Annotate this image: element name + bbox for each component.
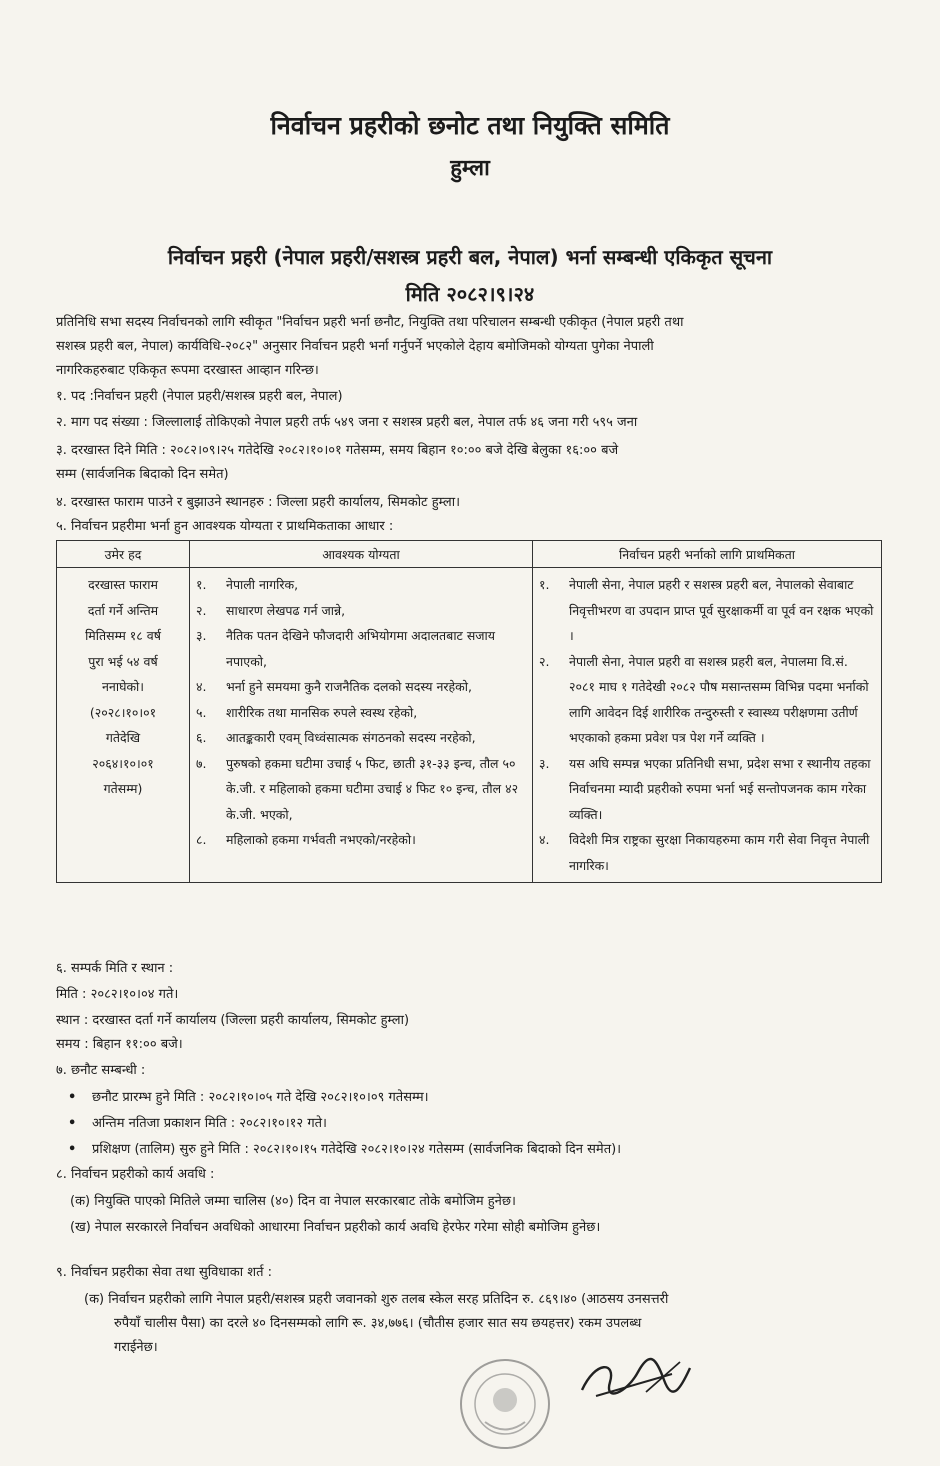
notice-title: निर्वाचन प्रहरी (नेपाल प्रहरी/सशस्त्र प्रहरी बल, नेपाल) भर्ना सम्बन्धी एकिकृत सूचना — [167, 245, 773, 269]
item-number: २. — [539, 653, 550, 669]
list-item — [196, 751, 526, 828]
intro-line-3: नागरिकहरुबाट एकिकृत रूपमा दरखास्त आव्हान गरिन्छ। — [56, 363, 319, 378]
office-seal-icon — [450, 1352, 560, 1452]
item-text: विदेशी मित्र राष्ट्रका सुरक्षा निकायहरुमा काम गरी सेवा निवृत्त नेपाली नागरिक। — [569, 832, 870, 873]
age-line: गतेदेखि — [105, 730, 141, 745]
age-line: ननाघेको। — [101, 679, 145, 694]
list-item — [539, 751, 875, 828]
table-row — [57, 568, 882, 883]
item-text: नैतिक पतन देखिने फौजदारी अभियोगमा अदालतबाट सजाय नपाएको, — [226, 628, 496, 669]
item-number: ५. — [196, 704, 207, 720]
item-number: ३. — [539, 755, 550, 771]
header-qualification: आवश्यक योग्यता — [190, 541, 533, 568]
list-item — [539, 827, 875, 878]
service-a-line-3: गराईनेछ। — [114, 1340, 158, 1355]
item-text: नेपाली सेना, नेपाल प्रहरी वा सशस्त्र प्रहरी बल, नेपालमा वि.सं. २०८१ माघ १ गतेदेखी २०८२ पौष मसान्तसम्म विभिन्न पदमा भर्नाको लागि आवेदन दिई शारीरिक तन्दुरुस्ती र स्वास्थ्य परीक्षणमा उतीर्ण भएकाको हकमा प्रवेश पत्र पेश गर्ने व्यक्ति । — [569, 653, 869, 745]
header-age: उमेर हद — [57, 541, 190, 568]
item-post: १. पद :निर्वाचन प्रहरी (नेपाल प्रहरी/सशस्त्र प्रहरी बल, नेपाल) — [56, 389, 343, 404]
list-item — [196, 623, 526, 674]
age-line: पुरा भई ५४ वर्ष — [88, 653, 158, 669]
list-item — [196, 674, 526, 700]
item-text: भर्ना हुने समयमा कुनै राजनैतिक दलको सदस्य नरहेको, — [226, 679, 472, 694]
item-number: ६. — [196, 730, 207, 745]
item-number: १. — [196, 577, 207, 592]
list-item — [196, 725, 526, 751]
item-qual-heading: ५. निर्वाचन प्रहरीमा भर्ना हुन आवश्यक योग्यता र प्राथमिकताका आधार : — [56, 519, 394, 534]
age-line: गतेसम्म) — [103, 781, 143, 796]
notice-date: मिति २०८२।९।२४ — [405, 282, 535, 306]
qualification-table — [56, 540, 882, 883]
selection-heading: ७. छनौट सम्बन्धी : — [56, 1063, 146, 1078]
list-item — [539, 572, 875, 649]
term-heading: ८. निर्वाचन प्रहरीको कार्य अवधि : — [56, 1167, 215, 1182]
item-text: यस अघि सम्पन्न भएका प्रतिनिधी सभा, प्रदेश सभा र स्थानीय तहका निर्वाचनमा म्यादी प्रहरीको रुपमा भर्ना भई सन्तोपजनक काम गरेका व्यक्ति। — [569, 755, 871, 822]
item-number: ३. — [196, 628, 207, 643]
selection-start: • छनौट प्रारम्भ हुने मिति : २०८२।१०।०५ गते देखि २०८२।१०।०९ गतेसम्म। — [92, 1086, 429, 1110]
org-district: हुम्ला — [450, 156, 490, 181]
list-item — [196, 598, 526, 624]
item-text: नेपाली नागरिक, — [226, 577, 299, 592]
selection-training: • प्रशिक्षण (तालिम) सुरु हुने मिति : २०८२।१०।१५ गतेदेखि २०८२।१०।२४ गतेसम्म (सार्वजनिक बिदाको दिन समेत)। — [92, 1138, 621, 1162]
org-title: निर्वाचन प्रहरीको छनोट तथा नियुक्ति समिति — [270, 111, 670, 140]
intro-line-2: सशस्त्र प्रहरी बल, नेपाल) कार्यविधि-२०८२" अनुसार निर्वाचन प्रहरी भर्ना गर्नुपर्ने भएकोले देहाय बमोजिमको योग्यता पुगेका नेपाली — [56, 339, 654, 354]
age-cell — [57, 568, 190, 883]
age-line: (२०२८।१०।०१ — [89, 704, 157, 720]
item-text: आतङ्ककारी एवम् विध्वंसात्मक संगठनको सदस्य नरहेको, — [226, 730, 476, 745]
service-heading: ९. निर्वाचन प्रहरीका सेवा तथा सुविधाका शर्त : — [56, 1265, 272, 1280]
item-text: साधारण लेखपढ गर्न जान्ने, — [226, 602, 346, 618]
header-priority: निर्वाचन प्रहरी भर्नाको लागि प्राथमिकता — [533, 541, 882, 568]
contact-place: स्थान : दरखास्त दर्ता गर्ने कार्यालय (जिल्ला प्रहरी कार्यालय, सिमकोट हुम्ला) — [56, 1013, 410, 1028]
term-a: (क) नियुक्ति पाएको मितिले जम्मा चालिस (४०) दिन वा नेपाल सरकारबाट तोके बमोजिम हुनेछ। — [70, 1194, 516, 1209]
qualification-cell — [190, 568, 533, 883]
item-text: नेपाली सेना, नेपाल प्रहरी र सशस्त्र प्रहरी बल, नेपालको सेवाबाट निवृत्तीभरण वा उपदान प्राप्त पूर्व सुरक्षाकर्मी वा पूर्व वन रक्षक भएको । — [569, 577, 874, 643]
item-number: ७. — [196, 755, 207, 771]
contact-date: मिति : २०८२।१०।०४ गते। — [56, 987, 179, 1002]
service-a-line-1: (क) निर्वाचन प्रहरीको लागि नेपाल प्रहरी/सशस्त्र प्रहरी जवानको शुरु तलब स्केल सरह प्रतिदिन रु. ८६९।४० (आठसय उनसत्तरी — [84, 1292, 669, 1307]
priority-list — [539, 572, 875, 878]
item-number: १. — [539, 577, 550, 592]
item-number: ८. — [196, 832, 207, 847]
item-apply-date: ३. दरखास्त दिने मिति : २०८२।०९।२५ गतेदेखि २०८२।१०।०१ गतेसम्म, समय बिहान १०:०० बजे देखि बेलुका १६:०० बजे — [56, 443, 619, 458]
contact-time: समय : बिहान ११:०० बजे। — [56, 1037, 183, 1052]
age-line: २०६४।१०।०१ — [92, 755, 154, 771]
item-number: ४. — [196, 679, 207, 694]
item-demand: २. माग पद संख्या : जिल्लालाई तोकिएको नेपाल प्रहरी तर्फ ५४९ जना र सशस्त्र प्रहरी बल, नेपाल तर्फ ४६ जना गरी ५९५ जना — [56, 415, 638, 430]
item-text: पुरुषको हकमा घटीमा उचाई ५ फिट, छाती ३१-३३ इन्च, तौल ५० के.जी. र महिलाको हकमा घटीमा उचाई ४ फिट १० इन्च, तौल ४२ के.जी. भएको, — [226, 755, 519, 822]
selection-result: • अन्तिम नतिजा प्रकाशन मिति : २०८२।१०।१२ गते। — [92, 1112, 327, 1136]
term-b: (ख) नेपाल सरकारले निर्वाचन अवधिको आधारमा निर्वाचन प्रहरीको कार्य अवधि हेरफेर गरेमा सोही बमोजिम हुनेछ। — [70, 1220, 601, 1235]
priority-cell — [533, 568, 882, 883]
age-line: मितिसम्म १८ वर्ष — [85, 628, 161, 643]
item-apply-date-cont: सम्म (सार्वजनिक बिदाको दिन समेत) — [56, 467, 229, 482]
item-text: महिलाको हकमा गर्भवती नभएको/नरहेको। — [226, 832, 416, 847]
list-item — [539, 649, 875, 751]
item-number: ४. — [539, 832, 550, 847]
signature-icon — [576, 1350, 696, 1410]
item-form-place: ४. दरखास्त फाराम पाउने र बुझाउने स्थानहरु : जिल्ला प्रहरी कार्यालय, सिमकोट हुम्ला। — [56, 495, 461, 510]
qualification-list — [196, 572, 526, 853]
list-item — [196, 700, 526, 726]
age-line: दरखास्त फाराम — [88, 577, 158, 592]
list-item — [196, 827, 526, 853]
intro-line-1: प्रतिनिधि सभा सदस्य निर्वाचनको लागि स्वीकृत "निर्वाचन प्रहरी भर्ना छनौट, नियुक्ति तथा परिचालन सम्बन्धी एकीकृत (नेपाल प्रहरी तथा — [56, 315, 684, 330]
table-header-row — [57, 541, 882, 568]
age-line: दर्ता गर्ने अन्तिम — [87, 602, 159, 618]
list-item — [196, 572, 526, 598]
item-text: शारीरिक तथा मानसिक रुपले स्वस्थ रहेको, — [226, 704, 418, 720]
contact-heading: ६. सम्पर्क मिति र स्थान : — [56, 961, 174, 976]
item-number: २. — [196, 602, 207, 618]
service-a-line-2: रुपैयाँ चालीस पैसा) का दरले ४० दिनसम्मको लागि रू. ३४,७७६। (चौतीस हजार सात सय छयहत्तर) रकम उपलब्ध — [114, 1316, 642, 1331]
